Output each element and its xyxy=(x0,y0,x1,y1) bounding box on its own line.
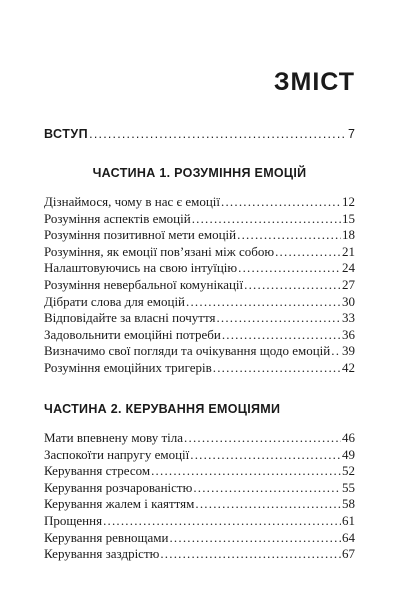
toc-leader-dots xyxy=(89,126,347,142)
toc-entry-label: Керування стресом xyxy=(44,463,151,479)
toc-entry-page: 58 xyxy=(342,496,355,512)
toc-entry-label: ВСТУП xyxy=(44,127,89,141)
toc-entry-label: Заспокоїти напругу емоції xyxy=(44,446,190,462)
toc-leader-dots xyxy=(221,194,341,210)
toc-entry[interactable] xyxy=(44,277,355,293)
toc-entry-label: Визначимо свої погляди та очікування щодо емоцій xyxy=(44,343,331,359)
toc-leader-dots xyxy=(151,463,341,479)
toc-entry-label: Задовольнити емоційні потреби xyxy=(44,326,221,342)
toc-entry[interactable] xyxy=(44,194,355,210)
toc-entry-label: Дібрати слова для емоцій xyxy=(44,293,186,309)
toc-leader-dots xyxy=(192,211,341,227)
toc-entry[interactable] xyxy=(44,513,355,529)
toc-leader-dots xyxy=(244,277,341,293)
toc-entry[interactable] xyxy=(44,430,355,446)
toc-entry[interactable] xyxy=(44,463,355,479)
toc-leader-dots xyxy=(275,244,341,260)
toc-leader-dots xyxy=(184,430,341,446)
toc-entry-page: 39 xyxy=(342,343,355,359)
toc-leader-dots xyxy=(222,327,341,343)
toc-entry-page: 46 xyxy=(342,430,355,445)
toc-entry[interactable] xyxy=(44,327,355,343)
toc-leader-dots xyxy=(238,260,341,276)
toc-entry-page: 30 xyxy=(342,293,355,309)
toc-entry-label: Налаштовуючись на свою інтуїцію xyxy=(44,260,238,276)
toc-leader-dots xyxy=(190,447,341,463)
toc-entry-page: 7 xyxy=(348,127,355,141)
toc-entry-page: 12 xyxy=(342,194,355,209)
toc-leader-dots xyxy=(103,513,341,529)
toc-entry-page: 49 xyxy=(342,446,355,462)
toc-entry-label: Дізнаймося, чому в нас є емоції xyxy=(44,194,221,209)
toc-entry-page: 67 xyxy=(342,546,355,562)
toc-leader-dots xyxy=(331,343,341,359)
toc-leader-dots xyxy=(169,530,341,546)
toc-entry-page: 21 xyxy=(342,243,355,259)
toc-entry[interactable] xyxy=(44,211,355,227)
toc-leader-dots xyxy=(193,480,341,496)
toc-entry-page: 33 xyxy=(342,310,355,326)
toc-leader-dots xyxy=(213,360,341,376)
toc-entry-label: Розуміння аспектів емоцій xyxy=(44,210,191,226)
toc-entry[interactable] xyxy=(44,530,355,546)
toc-leader-dots xyxy=(195,496,341,512)
toc-entry[interactable] xyxy=(44,496,355,512)
toc-entry-label: Керування ревнощами xyxy=(44,529,169,545)
part-1-heading: ЧАСТИНА 1. РОЗУМІННЯ ЕМОЦІЙ xyxy=(92,166,307,180)
toc-entry[interactable] xyxy=(44,343,355,359)
toc-entry-label: Розуміння, як емоції пов’язані між собою xyxy=(44,243,275,259)
toc-entry-page: 27 xyxy=(342,277,355,292)
toc-entry-page: 42 xyxy=(342,360,355,375)
toc-leader-dots xyxy=(237,227,341,243)
toc-entry-page: 15 xyxy=(342,210,355,226)
toc-entry[interactable] xyxy=(44,227,355,243)
toc-entry[interactable] xyxy=(44,294,355,310)
toc-entry-label: Керування розчарованістю xyxy=(44,479,193,495)
toc-entry[interactable] xyxy=(44,360,355,376)
toc-entry-label: Прощення xyxy=(44,513,103,528)
part-2-heading: ЧАСТИНА 2. КЕРУВАННЯ ЕМОЦІЯМИ xyxy=(44,402,281,416)
toc-entry[interactable] xyxy=(44,310,355,326)
toc-entry-intro[interactable] xyxy=(44,126,355,142)
toc-entry-label: Розуміння емоційних тригерів xyxy=(44,360,212,375)
toc-entry-page: 36 xyxy=(342,326,355,342)
toc-entry-label: Розуміння позитивної мети емоцій xyxy=(44,227,237,243)
page-title: ЗМІСТ xyxy=(273,68,355,96)
toc-entry[interactable] xyxy=(44,480,355,496)
toc-entry-page: 55 xyxy=(342,479,355,495)
toc-entry-page: 64 xyxy=(342,529,355,545)
toc-entry-page: 61 xyxy=(342,513,355,528)
toc-leader-dots xyxy=(186,294,341,310)
toc-entry-label: Керування заздрістю xyxy=(44,546,160,562)
toc-leader-dots xyxy=(160,546,341,562)
toc-entry-label: Відповідайте за власні почуття xyxy=(44,310,216,326)
toc-entry-page: 24 xyxy=(342,260,355,276)
toc-entry-label: Мати впевнену мову тіла xyxy=(44,430,184,445)
toc-entry-label: Розуміння невербальної комунікації xyxy=(44,277,244,292)
toc-entry[interactable] xyxy=(44,447,355,463)
toc-entry-page: 52 xyxy=(342,463,355,479)
toc-entry-label: Керування жалем і каяттям xyxy=(44,496,195,512)
toc-entry[interactable] xyxy=(44,546,355,562)
toc-entry[interactable] xyxy=(44,260,355,276)
toc-entry[interactable] xyxy=(44,244,355,260)
toc-leader-dots xyxy=(216,310,341,326)
toc-entry-page: 18 xyxy=(342,227,355,243)
